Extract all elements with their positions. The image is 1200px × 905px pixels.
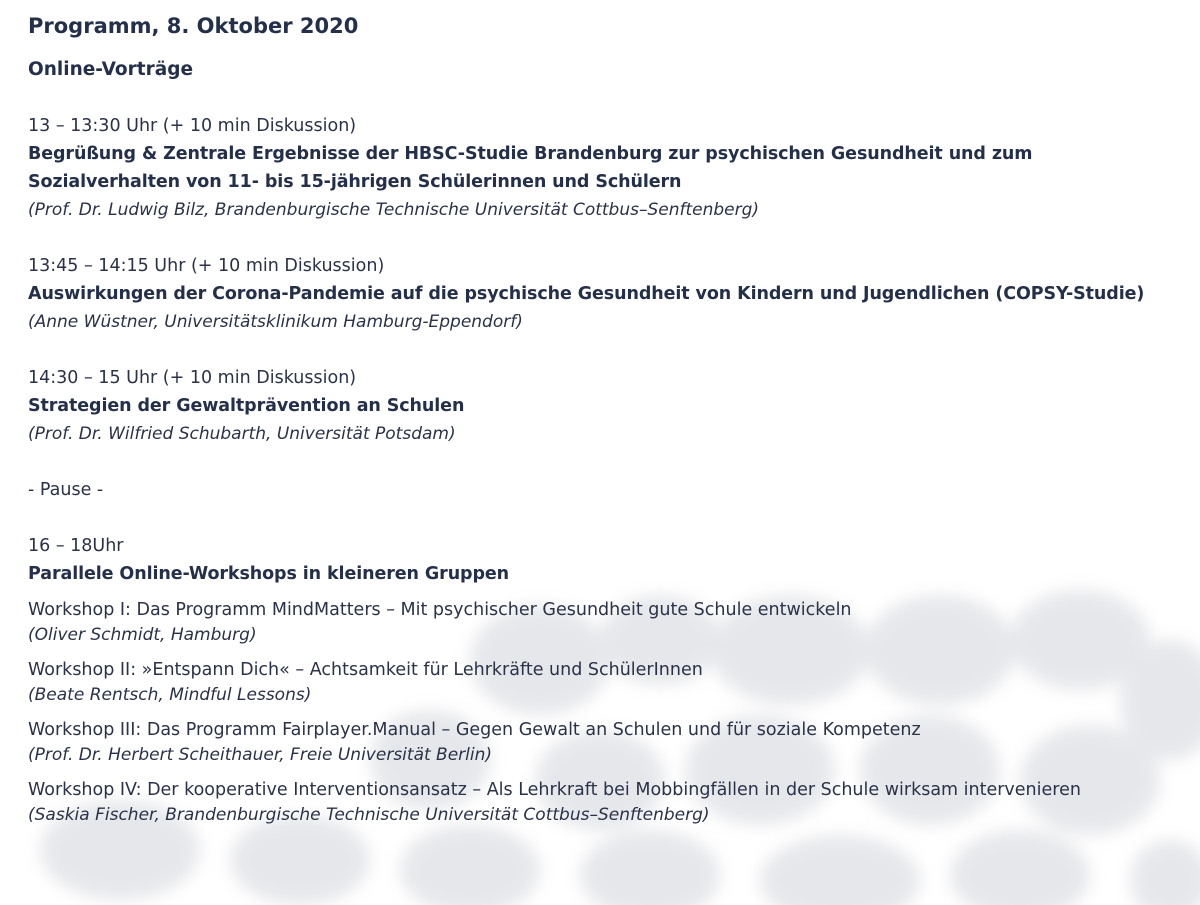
talk-title: Auswirkungen der Corona-Pandemie auf die psychische Gesundheit von Kindern und Jugendlichen (COPSY-Studie) (28, 284, 1145, 304)
talk-title: Strategien der Gewaltprävention an Schulen (28, 396, 465, 416)
talk-title: Begrüßung & Zentrale Ergebnisse der HBSC-Studie Brandenburg zur psychischen Gesundheit und zum Sozialverhalten von 11- bis 15-jährigen Schülerinnen und Schülern (28, 144, 1033, 192)
talk-speaker: (Prof. Dr. Wilfried Schubarth, Universität Potsdam) (28, 424, 456, 444)
talk-speaker: (Anne Wüstner, Universitätsklinikum Hamburg-Eppendorf) (28, 312, 523, 332)
workshop-item (28, 778, 1188, 828)
workshop-item (28, 598, 1188, 648)
workshop-title: Workshop IV: Der kooperative Interventionsansatz – Als Lehrkraft bei Mobbingfällen in der Schule wirksam intervenieren (28, 780, 1081, 800)
workshop-title: Workshop II: »Entspann Dich« – Achtsamkeit für Lehrkräfte und SchülerInnen (28, 660, 703, 680)
talk-item (28, 252, 1188, 336)
workshops-time: 16 – 18Uhr (28, 536, 124, 556)
workshops-title: Parallele Online-Workshops in kleineren Gruppen (28, 564, 510, 584)
section-title: Online-Vorträge (28, 59, 194, 80)
workshop-speaker: (Saskia Fischer, Brandenburgische Technische Universität Cottbus–Senftenberg) (28, 805, 710, 825)
workshop-title: Workshop I: Das Programm MindMatters – Mit psychischer Gesundheit gute Schule entwickeln (28, 600, 852, 620)
program-content (28, 10, 1188, 828)
workshop-item (28, 658, 1188, 708)
talk-speaker: (Prof. Dr. Ludwig Bilz, Brandenburgische Technische Universität Cottbus–Senftenberg) (28, 200, 760, 220)
talk-item (28, 364, 1188, 448)
talk-time: 13 – 13:30 Uhr (+ 10 min Diskussion) (28, 116, 357, 136)
workshop-speaker: (Oliver Schmidt, Hamburg) (28, 625, 257, 645)
workshop-title: Workshop III: Das Programm Fairplayer.Manual – Gegen Gewalt an Schulen und für soziale Kompetenz (28, 720, 921, 740)
page-title: Programm, 8. Oktober 2020 (28, 14, 359, 38)
workshop-speaker: (Beate Rentsch, Mindful Lessons) (28, 685, 312, 705)
workshop-speaker: (Prof. Dr. Herbert Scheithauer, Freie Universität Berlin) (28, 745, 493, 765)
talk-time: 14:30 – 15 Uhr (+ 10 min Diskussion) (28, 368, 357, 388)
pause-label: - Pause - (28, 480, 104, 500)
talk-time: 13:45 – 14:15 Uhr (+ 10 min Diskussion) (28, 256, 385, 276)
workshop-item (28, 718, 1188, 768)
talk-item (28, 112, 1188, 224)
workshops-block (28, 532, 1188, 828)
